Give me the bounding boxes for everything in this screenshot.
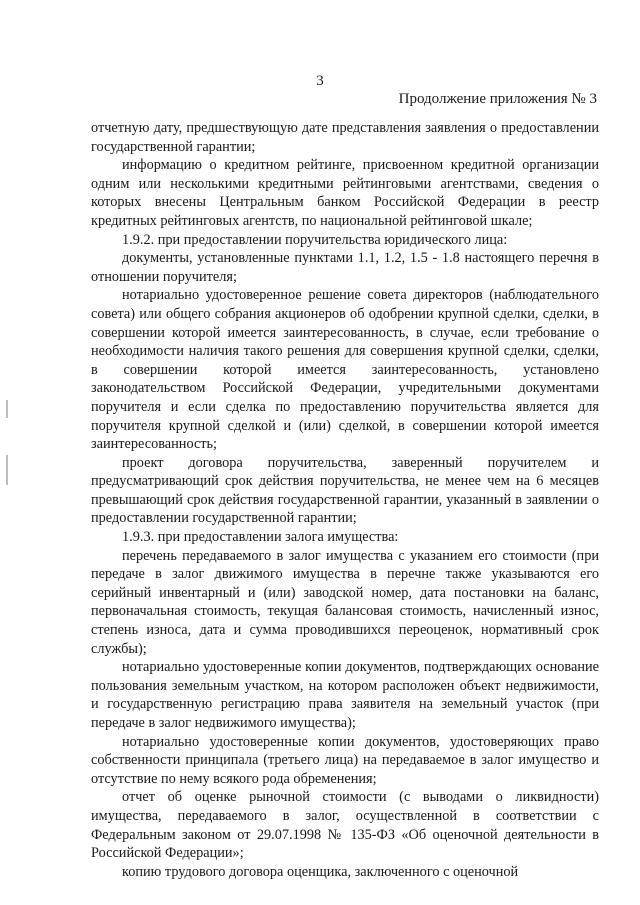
paragraph: документы, установленные пунктами 1.1, 1.2, 1.5 - 1.8 настоящего перечня в отношении поручителя; [91,250,599,285]
paragraph: нотариально удостоверенные копии документов, подтверждающих основание пользования земельным участком, на котором расположен объект недвижимости, и государственную регистрацию права заявителя на земельный участок (при передаче в залог недвижимого имущества); [91,659,599,731]
page-number: 3 [316,73,324,89]
paragraph: нотариально удостоверенные копии документов, удостоверяющих право собственности принципала (третьего лица) на передаваемое в залог имущество и отсутствие по нему всякого рода обременения; [91,733,599,787]
scan-margin-mark [6,455,8,485]
paragraph: проект договора поручительства, заверенный поручителем и предусматривающий срок действия поручительства, не менее чем на 6 месяцев превышающий срок действия государственной гарантии, указанный в заявлении о предоставлении государственной гарантии; [91,454,599,527]
document-body [91,119,599,881]
paragraph: 1.9.2. при предоставлении поручительства юридического лица: [122,231,508,248]
paragraph: перечень передаваемого в залог имущества с указанием его стоимости (при передаче в залог движимого имущества в перечне также указываются его серийный инвентарный и (или) заводской номер, дата постановки на баланс, первоначальная стоимость, текущая балансовая стоимость, начисленный износ, степень износа, дата и сумма проводившихся переоценок, нормативный срок службы); [91,547,599,657]
paragraph: отчетную дату, предшествующую дате представления заявления о предоставлении государственной гарантии; [91,120,599,155]
paragraph: нотариально удостоверенное решение совета директоров (наблюдательного совета) или общего собрания акционеров об одобрении крупной сделки, сделки, в совершении которой имеется заинтересованность, в случае, если требование о необходимости наличия такого решения для совершения крупной сделки, сделки, в совершении которой имеется заинтересованность, установлено законодательством Российской Федерации, учредительными документами поручителя и если сделка по предоставлению поручительства является для поручителя крупной сделкой и (или) сделкой, в совершении которой имеется заинтересованность; [91,287,599,453]
paragraph: информацию о кредитном рейтинге, присвоенном кредитной организации одним или несколькими кредитными рейтинговыми агентствами, сведения о которых внесены Центральным банком Российской Федерации в реестр кредитных рейтинговых агентств, по национальной рейтинговой шкале; [91,157,599,229]
paragraph: отчет об оценке рыночной стоимости (с выводами о ликвидности) имущества, передаваемого в залог, осуществленной в соответствии с Федеральным законом от 29.07.1998 № 135-ФЗ «Об оценочной деятельности в Российской Федерации»; [91,789,599,862]
paragraph: 1.9.3. при предоставлении залога имущества: [122,529,399,546]
paragraph: копию трудового договора оценщика, заключенного с оценочной [122,863,519,880]
appendix-continuation-note: Продолжение приложения № 3 [398,91,597,107]
scan-margin-mark [6,400,8,418]
